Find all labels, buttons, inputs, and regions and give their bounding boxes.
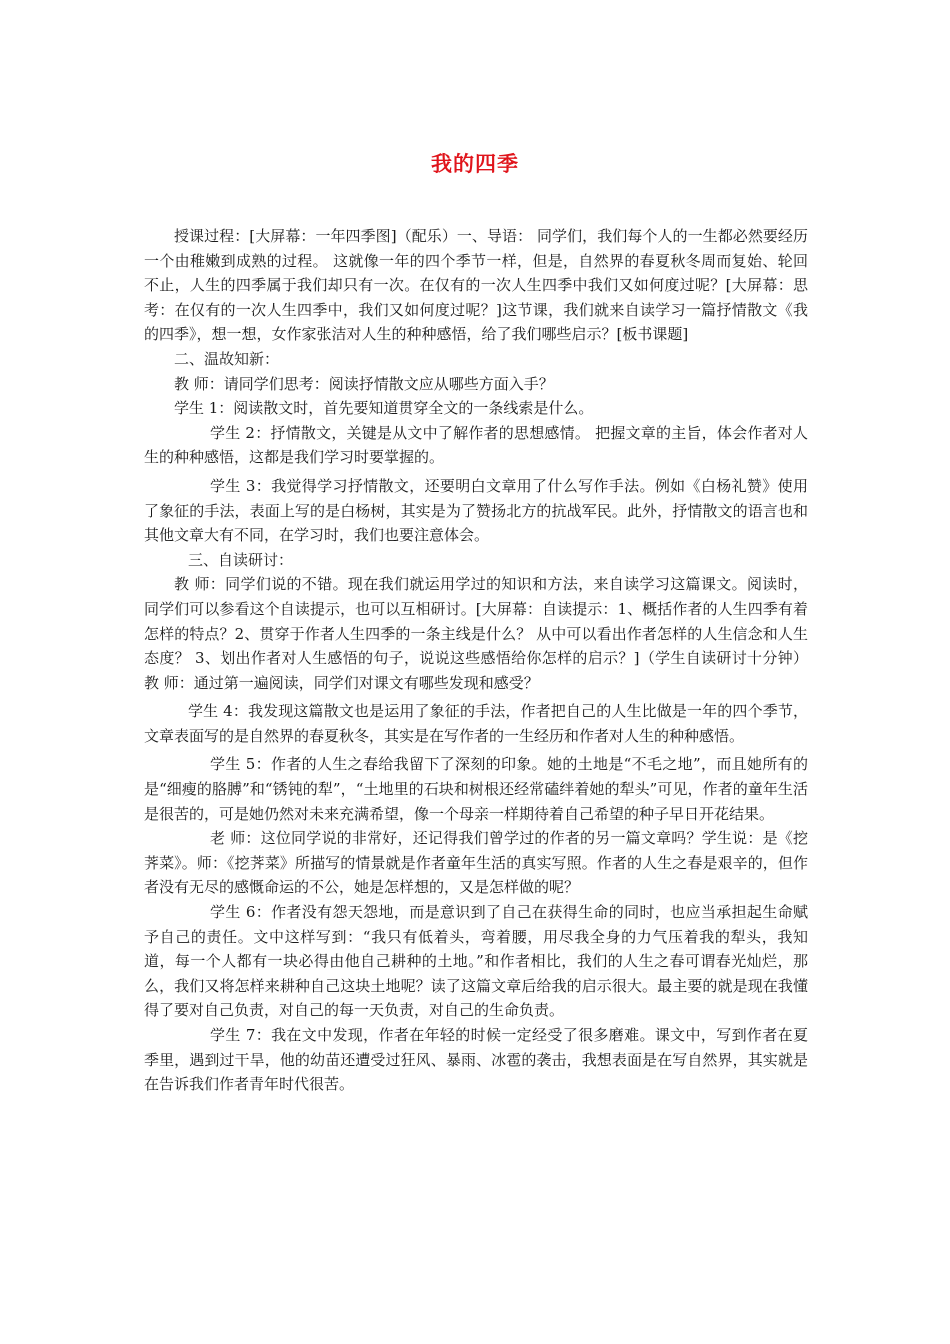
section-heading-review: 二、温故知新： [174,349,280,368]
paragraph-teacher-comment: 老 师：这位同学说的非常好，还记得我们曾学过的作者的另一篇文章吗？学生说：是《挖荠菜》。师：《挖荠菜》所描写的情景就是作者童年生活的真实写照。作者的人生之春是艰辛的，但作者没有无尽的感慨命运的不公，她是怎样想的，又是怎样做的呢？ [144,829,808,897]
paragraph-student-2: 学生 2：抒情散文，关键是从文中了解作者的思想感情。 把握文章的主旨，体会作者对人生的种种感悟，这都是我们学习时要掌握的。 [144,423,808,467]
paragraph-student-1: 学生 1：阅读散文时，首先要知道贯穿全文的一条线索是什么。 [174,399,594,418]
paragraph-student-7: 学生 7：我在文中发现，作者在年轻的时候一定经受了很多磨难。课文中，写到作者在夏季里，遇到过干旱，他的幼苗还遭受过狂风、暴雨、冰雹的袭击，我想表面是在写自然界，其实就是在告诉我们作者青年时代很苦。 [144,1026,808,1094]
paragraph-teacher-question: 教 师：请同学们思考：阅读抒情散文应从哪些方面入手？ [174,374,554,393]
paragraph-student-5: 学生 5：作者的人生之春给我留下了深刻的印象。她的土地是“不毛之地”，而且她所有的是“细瘦的胳膊”和“锈钝的犁”，“土地里的石块和树根还经常磕绊着她的犁头”可见，作者的童年生活是很苦的，可是她仍然对未来充满希望，像一个母亲一样期待着自己希望的种子早日开花结果。 [144,755,808,823]
paragraph-intro: 授课过程：[大屏幕：一年四季图]（配乐）一、导语： 同学们，我们每个人的一生都必然要经历一个由稚嫩到成熟的过程。 这就像一年的四个季节一样，但是，自然界的春夏秋冬周而复始、轮回不止，人生的四季属于我们却只有一次。在仅有的一次人生四季中我们又如何度过呢？[大屏幕：思考：在仅有的一次人生四季中，我们又如何度过呢？]这节课，我们就来自读学习一篇抒情散文《我的四季》，想一想，女作家张洁对人生的种种感悟，给了我们哪些启示？[板书课题] [144,227,808,344]
document-title: 我的四季 [431,151,519,176]
paragraph-teacher-guidance: 教 师：同学们说的不错。现在我们就运用学过的知识和方法，来自读学习这篇课文。阅读时，同学们可以参看这个自读提示，也可以互相研讨。[大屏幕：自读提示：1、概括作者的人生四季有着怎样的特点？2、贯穿于作者人生四季的一条主线是什么？ 从中可以看出作者怎样的人生信念和人生态度？ 3、划出作者对人生感悟的句子，说说这些感悟给你怎样的启示？]（学生自读研讨十分钟）教 师：通过第一遍阅读，同学们对课文有哪些发现和感受？ [144,575,808,692]
paragraph-student-4: 学生 4：我发现这篇散文也是运用了象征的手法，作者把自己的人生比做是一年的四个季节，文章表面写的是自然界的春夏秋冬，其实是在写作者的一生经历和作者对人生的种种感悟。 [144,702,808,745]
paragraph-student-3: 学生 3：我觉得学习抒情散文，还要明白文章用了什么写作手法。例如《白杨礼赞》使用了象征的手法，表面上写的是白杨树，其实是为了赞扬北方的抗战军民。此外，抒情散文的语言也和其他文章大有不同，在学习时，我们也要注意体会。 [144,476,808,545]
paragraph-student-6: 学生 6：作者没有怨天怨地，而是意识到了自己在获得生命的同时，也应当承担起生命赋予自己的责任。文中这样写到：“我只有低着头，弯着腰，用尽我全身的力气压着我的犁头，我知道，每一个人都有一块必得由他自己耕种的土地。”和作者相比，我们的人生之春可谓春光灿烂，那么，我们又将怎样来耕种自己这块土地呢？读了这篇文章后给我的启示很大。最主要的就是现在我懂得了要对自己负责，对自己的每一天负责，对自己的生命负责。 [144,903,808,1020]
section-heading-self-study: 三、自读研讨： [188,550,294,569]
document-body [144,224,808,1097]
